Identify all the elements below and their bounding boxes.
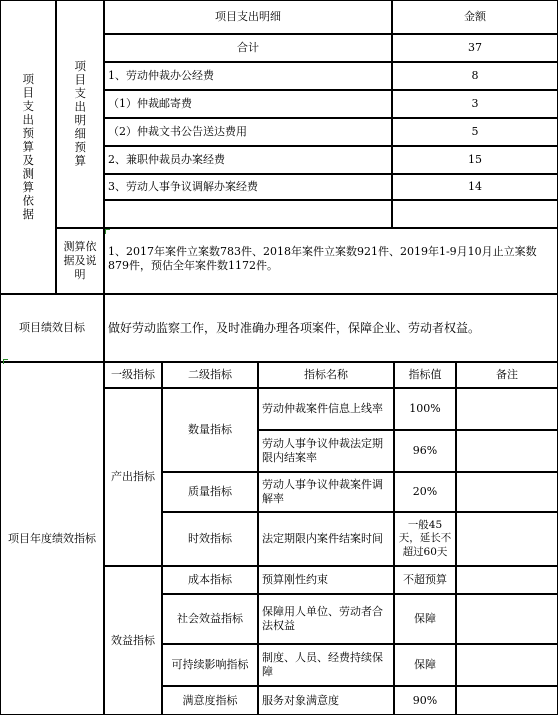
indicator-name-4: 法定期限内案件结案时间 — [258, 512, 394, 566]
cell-marker — [105, 229, 110, 234]
indicator-name-5: 预算刚性约束 — [258, 566, 394, 594]
cell-marker — [3, 359, 8, 364]
level1-output: 产出指标 — [104, 388, 162, 566]
row-item-2: 2、兼职仲裁员办案经费 — [104, 146, 392, 174]
indicator-name-2: 劳动人事争议仲裁法定期限内结案率 — [258, 430, 394, 472]
indicator-name-8: 服务对象满意度 — [258, 686, 394, 715]
indicator-value-7: 保障 — [394, 644, 456, 686]
row-item-1-amount: 8 — [392, 62, 558, 90]
col-value: 指标值 — [394, 362, 456, 388]
row-total-amount: 37 — [392, 34, 558, 62]
indicator-value-8: 90% — [394, 686, 456, 715]
indicator-remark-4 — [456, 512, 558, 566]
indicator-value-6: 保障 — [394, 594, 456, 644]
perf-goal-text: 做好劳动监察工作，及时准确办理各项案件，保障企业、劳动者权益。 — [104, 294, 558, 362]
row-item-2-amount: 15 — [392, 146, 558, 174]
level2-cost: 成本指标 — [162, 566, 258, 594]
detail-budget-label: 项目支出明细预算 — [56, 0, 104, 228]
section-basis-label: 项目支出预算及测算依据 — [0, 0, 56, 294]
indicator-remark-2 — [456, 430, 558, 472]
row-total-label: 合计 — [104, 34, 392, 62]
row-item-1a-amount: 3 — [392, 90, 558, 118]
indicator-remark-7 — [456, 644, 558, 686]
indicator-name-3: 劳动人事争议仲裁案件调解率 — [258, 472, 394, 512]
level2-quality: 质量指标 — [162, 472, 258, 512]
col-level2: 二级指标 — [162, 362, 258, 388]
indicator-remark-1 — [456, 388, 558, 430]
indicator-remark-6 — [456, 594, 558, 644]
level2-sustainable: 可持续影响指标 — [162, 644, 258, 686]
calc-basis-text: 1、2017年案件立案数783件、2018年案件立案数921件、2019年1-9月10月止立案数879件，预估全年案件数1172件。 — [104, 228, 558, 294]
annual-indicators-label: 项目年度绩效指标 — [0, 362, 104, 715]
header-amount: 金额 — [392, 0, 558, 34]
row-item-3: 3、劳动人事争议调解办案经费 — [104, 174, 392, 200]
indicator-value-2: 96% — [394, 430, 456, 472]
level2-satisfaction: 满意度指标 — [162, 686, 258, 715]
row-item-1: 1、劳动仲裁办公经费 — [104, 62, 392, 90]
indicator-value-3: 20% — [394, 472, 456, 512]
indicator-name-6: 保障用人单位、劳动者合法权益 — [258, 594, 394, 644]
row-item-3-amount: 14 — [392, 174, 558, 200]
row-empty-amount — [392, 200, 558, 228]
level2-quantity: 数量指标 — [162, 388, 258, 472]
level2-timeliness: 时效指标 — [162, 512, 258, 566]
indicator-value-5: 不超预算 — [394, 566, 456, 594]
row-item-1b-amount: 5 — [392, 118, 558, 146]
calc-basis-label: 测算依据及说明 — [56, 228, 104, 294]
header-detail: 项目支出明细 — [104, 0, 392, 34]
indicator-remark-8 — [456, 686, 558, 715]
indicator-value-4: 一般45天，延长不超过60天 — [394, 512, 456, 566]
indicator-remark-3 — [456, 472, 558, 512]
indicator-value-1: 100% — [394, 388, 456, 430]
row-item-1b: （2）仲裁文书公告送达费用 — [104, 118, 392, 146]
col-name: 指标名称 — [258, 362, 394, 388]
col-level1: 一级指标 — [104, 362, 162, 388]
level1-benefit: 效益指标 — [104, 566, 162, 715]
row-item-1a: （1）仲裁邮寄费 — [104, 90, 392, 118]
indicator-remark-5 — [456, 566, 558, 594]
level2-social: 社会效益指标 — [162, 594, 258, 644]
perf-goal-label: 项目绩效目标 — [0, 294, 104, 362]
row-empty — [104, 200, 392, 228]
col-remark: 备注 — [456, 362, 558, 388]
indicator-name-7: 制度、人员、经费持续保障 — [258, 644, 394, 686]
indicator-name-1: 劳动仲裁案件信息上线率 — [258, 388, 394, 430]
